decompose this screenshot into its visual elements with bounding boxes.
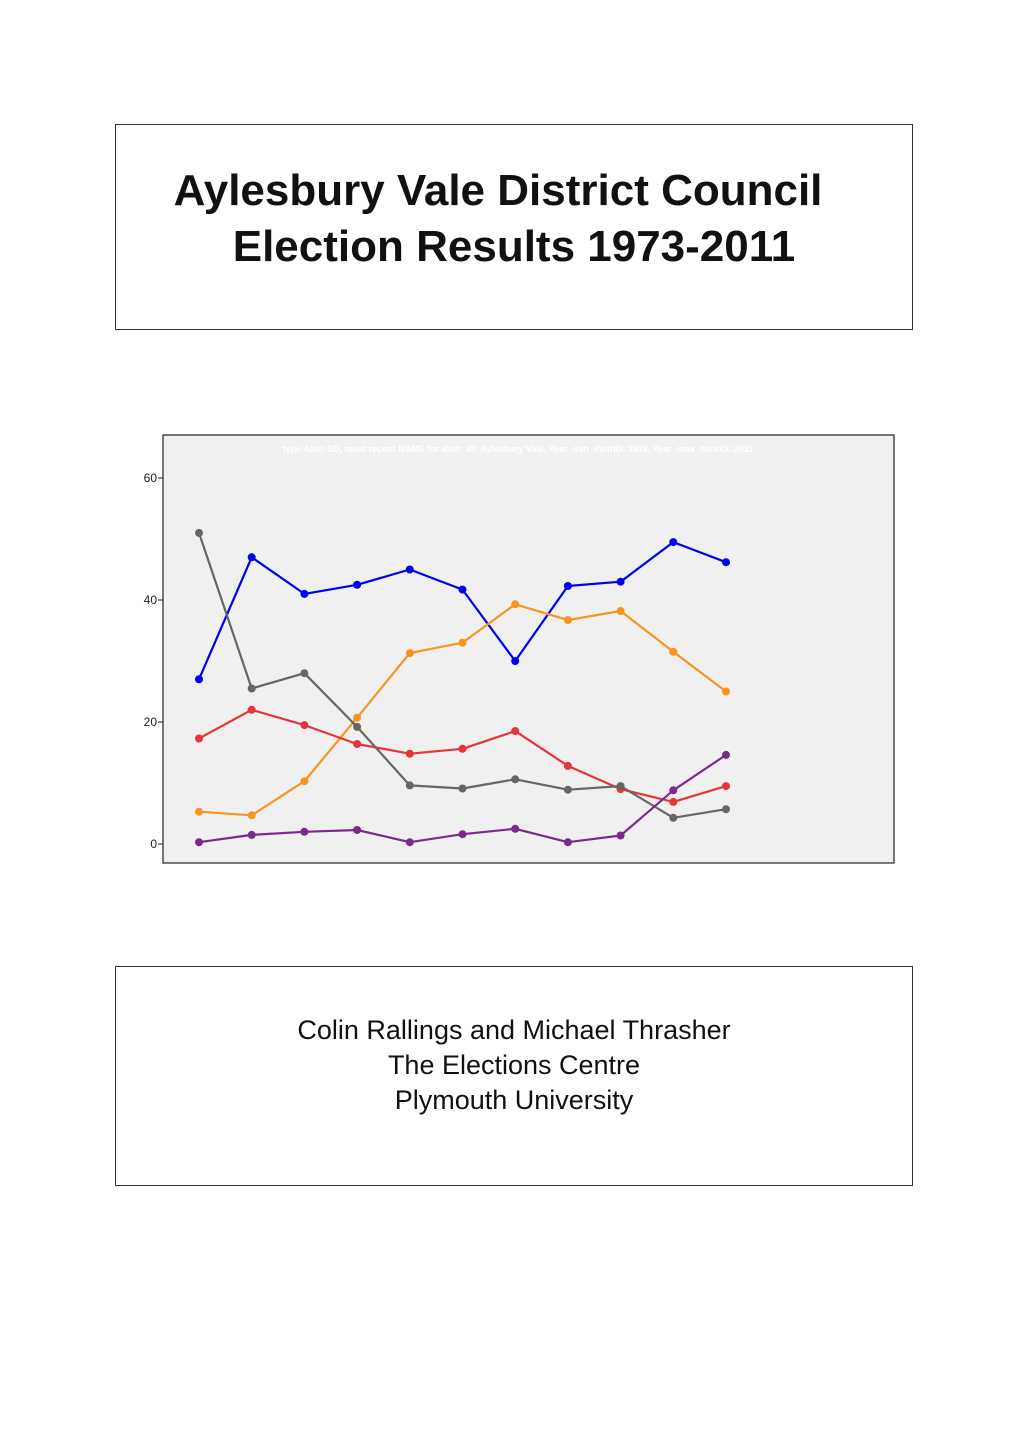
data-point [300, 669, 308, 677]
data-point [406, 566, 414, 574]
document-title-line-1: Aylesbury Vale District Council [173, 166, 823, 215]
data-point [511, 727, 519, 735]
data-point [564, 616, 572, 624]
data-point [564, 762, 572, 770]
data-point [459, 745, 467, 753]
data-point [353, 826, 361, 834]
data-point [669, 786, 677, 794]
data-point [406, 781, 414, 789]
data-point [511, 775, 519, 783]
data-point [722, 558, 730, 566]
data-point [406, 750, 414, 758]
data-point [669, 798, 677, 806]
data-point [459, 830, 467, 838]
data-point [722, 751, 730, 759]
data-point [564, 786, 572, 794]
data-point [248, 706, 256, 714]
data-point [669, 814, 677, 822]
y-tick-label: 0 [150, 837, 157, 851]
university-name: Plymouth University [394, 1085, 634, 1115]
chart-title: type 4cat: SD, most recent NAME for distr_ID: Aylesbury Vale, Year_min_distrID: 1973, Year_max_distrID: 2011 [282, 444, 754, 454]
y-axis [144, 471, 163, 851]
data-point [353, 740, 361, 748]
data-point [459, 785, 467, 793]
data-point [564, 582, 572, 590]
data-point [195, 735, 203, 743]
data-point [511, 600, 519, 608]
data-point [248, 553, 256, 561]
data-point [195, 675, 203, 683]
line-chart [120, 430, 900, 870]
data-point [722, 805, 730, 813]
data-point [511, 825, 519, 833]
title-box [115, 124, 913, 330]
author-names: Colin Rallings and Michael Thrasher [297, 1015, 731, 1045]
data-point [248, 831, 256, 839]
data-point [406, 649, 414, 657]
document-title-line-2: Election Results 1973-2011 [232, 222, 796, 271]
data-point [722, 782, 730, 790]
data-point [300, 721, 308, 729]
chart-svg [120, 430, 900, 870]
data-point [406, 838, 414, 846]
data-point [195, 529, 203, 537]
data-point [459, 586, 467, 594]
organization-name: The Elections Centre [387, 1050, 641, 1080]
data-point [669, 538, 677, 546]
data-point [300, 828, 308, 836]
author-box [115, 966, 913, 1186]
data-point [353, 581, 361, 589]
data-point [669, 648, 677, 656]
y-tick-label: 20 [143, 715, 157, 729]
data-point [353, 723, 361, 731]
data-point [195, 838, 203, 846]
data-point [300, 777, 308, 785]
data-point [617, 782, 625, 790]
data-point [248, 685, 256, 693]
data-point [617, 607, 625, 615]
data-point [511, 657, 519, 665]
data-point [300, 590, 308, 598]
data-point [195, 808, 203, 816]
data-point [617, 578, 625, 586]
data-point [722, 688, 730, 696]
data-point [248, 811, 256, 819]
y-tick-label: 40 [143, 593, 157, 607]
y-tick-label: 60 [143, 471, 157, 485]
data-point [617, 832, 625, 840]
data-point [459, 639, 467, 647]
data-point [564, 838, 572, 846]
data-point [353, 714, 361, 722]
plot-area [163, 435, 894, 863]
